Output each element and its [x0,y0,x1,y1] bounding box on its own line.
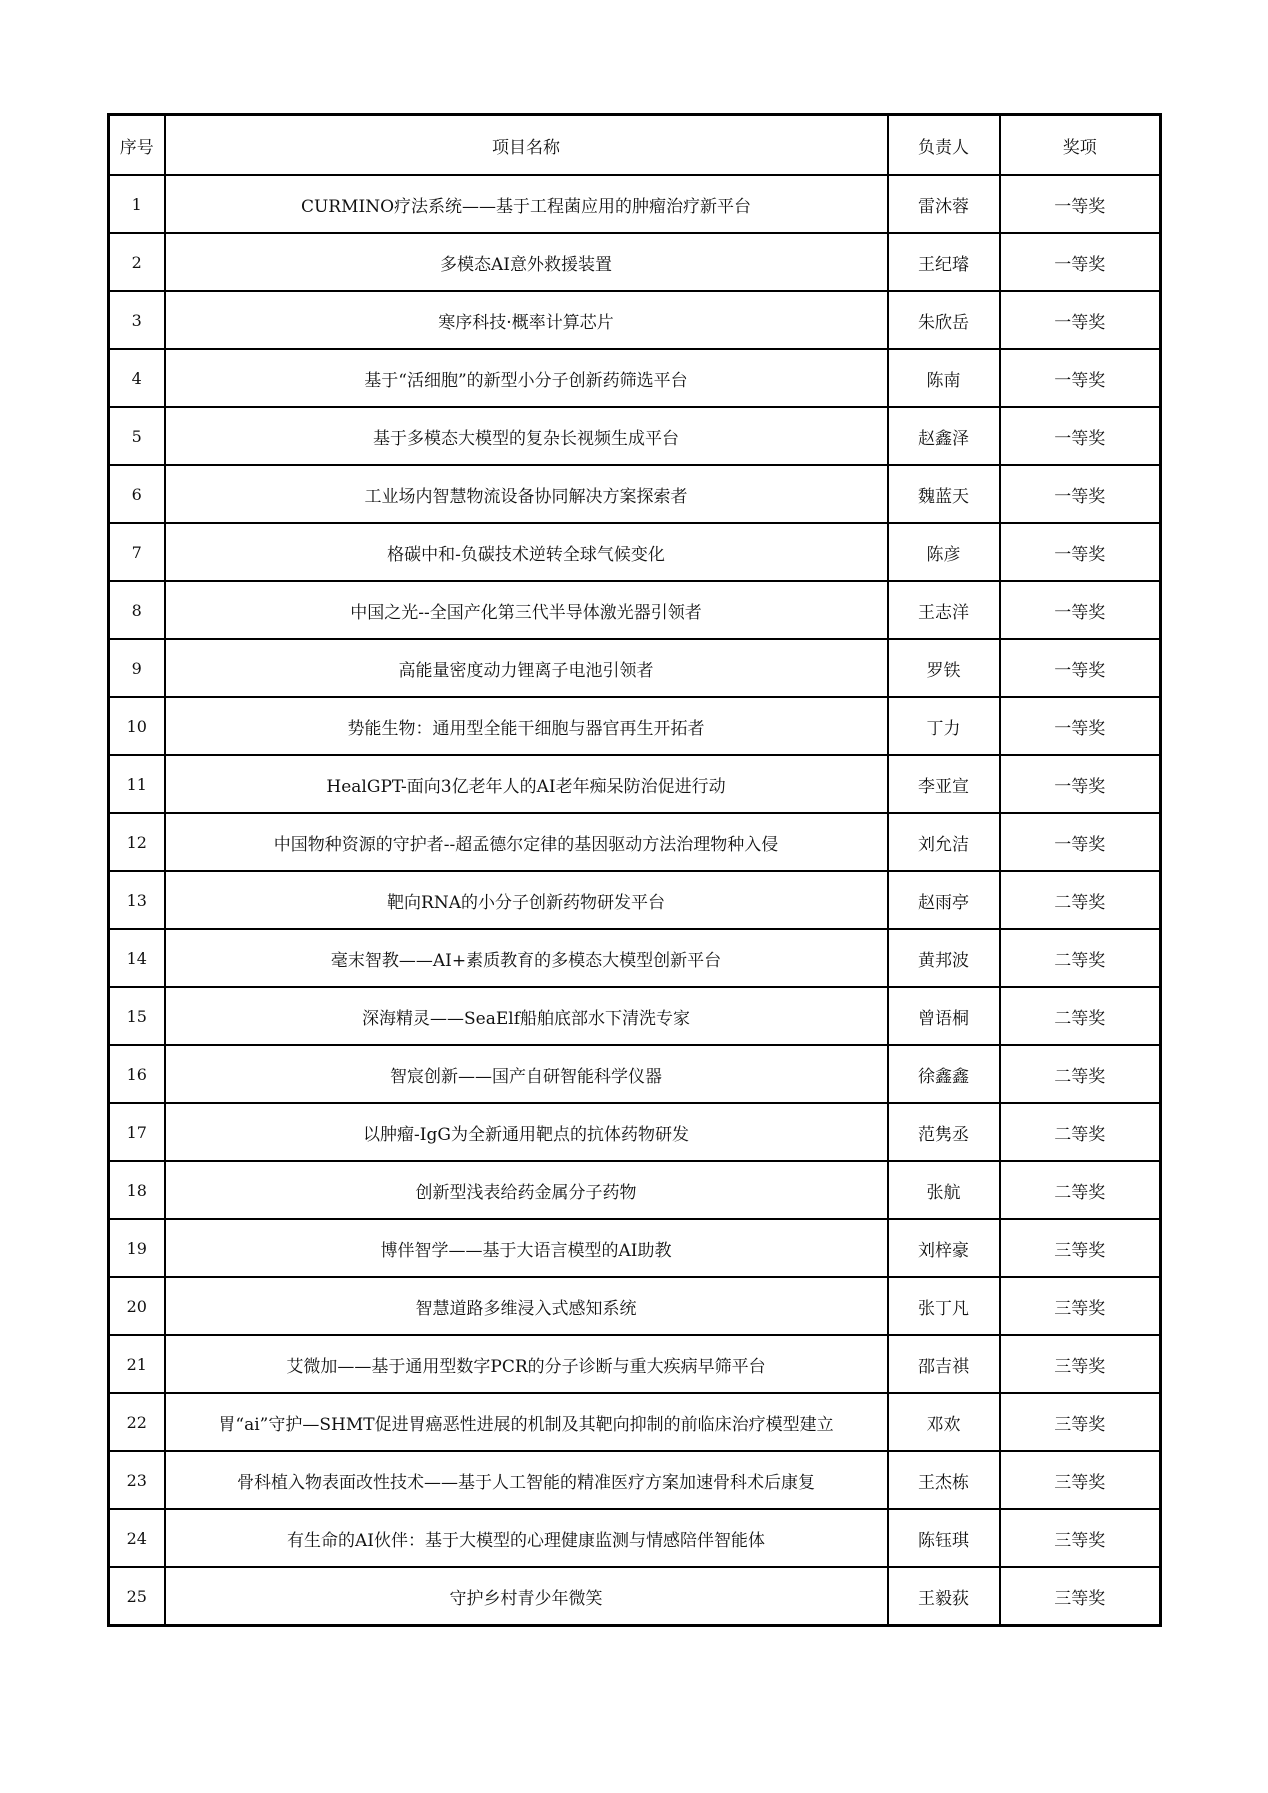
row-number: 10 [109,697,165,755]
project-leader: 刘梓豪 [888,1219,1000,1277]
table-row [109,1509,1161,1567]
project-name: 骨科植入物表面改性技术——基于人工智能的精准医疗方案加速骨科术后康复 [165,1451,888,1509]
header-leader: 负责人 [888,115,1000,176]
award-level: 一等奖 [1000,233,1161,291]
row-number: 21 [109,1335,165,1393]
project-name: 高能量密度动力锂离子电池引领者 [165,639,888,697]
row-number: 2 [109,233,165,291]
award-level: 二等奖 [1000,871,1161,929]
table-row [109,1161,1161,1219]
project-leader: 朱欣岳 [888,291,1000,349]
row-number: 14 [109,929,165,987]
row-number: 8 [109,581,165,639]
project-name: 艾微加——基于通用型数字PCR的分子诊断与重大疾病早筛平台 [165,1335,888,1393]
project-leader: 刘允洁 [888,813,1000,871]
award-level: 三等奖 [1000,1451,1161,1509]
project-leader: 丁力 [888,697,1000,755]
project-name: CURMINO疗法系统——基于工程菌应用的肿瘤治疗新平台 [165,175,888,233]
project-leader: 王志洋 [888,581,1000,639]
table-row [109,1393,1161,1451]
table-row [109,1335,1161,1393]
table-row [109,523,1161,581]
table-row [109,465,1161,523]
award-level: 一等奖 [1000,697,1161,755]
award-level: 一等奖 [1000,581,1161,639]
project-leader: 邵吉祺 [888,1335,1000,1393]
table-header [109,115,1161,176]
project-leader: 王纪璿 [888,233,1000,291]
award-level: 一等奖 [1000,755,1161,813]
project-name: 智慧道路多维浸入式感知系统 [165,1277,888,1335]
project-leader: 魏蓝天 [888,465,1000,523]
project-leader: 张丁凡 [888,1277,1000,1335]
award-level: 二等奖 [1000,1103,1161,1161]
table-row [109,813,1161,871]
table-row [109,1277,1161,1335]
project-leader: 王毅荻 [888,1567,1000,1626]
row-number: 18 [109,1161,165,1219]
project-leader: 范隽丞 [888,1103,1000,1161]
table-row [109,175,1161,233]
row-number: 15 [109,987,165,1045]
row-number: 23 [109,1451,165,1509]
project-name: 毫末智教——AI+素质教育的多模态大模型创新平台 [165,929,888,987]
project-leader: 李亚宣 [888,755,1000,813]
row-number: 6 [109,465,165,523]
project-name: 创新型浅表给药金属分子药物 [165,1161,888,1219]
project-name: 中国之光--全国产化第三代半导体激光器引领者 [165,581,888,639]
award-level: 一等奖 [1000,523,1161,581]
row-number: 25 [109,1567,165,1626]
project-name: 靶向RNA的小分子创新药物研发平台 [165,871,888,929]
award-level: 二等奖 [1000,987,1161,1045]
header-award: 奖项 [1000,115,1161,176]
project-name: 守护乡村青少年微笑 [165,1567,888,1626]
project-name: 智宸创新——国产自研智能科学仪器 [165,1045,888,1103]
award-level: 三等奖 [1000,1335,1161,1393]
table-row [109,1451,1161,1509]
project-name: HealGPT-面向3亿老年人的AI老年痴呆防治促进行动 [165,755,888,813]
project-leader: 陈南 [888,349,1000,407]
project-leader: 赵鑫泽 [888,407,1000,465]
project-leader: 张航 [888,1161,1000,1219]
award-level: 三等奖 [1000,1567,1161,1626]
row-number: 22 [109,1393,165,1451]
award-level: 二等奖 [1000,1161,1161,1219]
table-row [109,1045,1161,1103]
row-number: 24 [109,1509,165,1567]
project-name: 以肿瘤-IgG为全新通用靶点的抗体药物研发 [165,1103,888,1161]
row-number: 1 [109,175,165,233]
table-row [109,1567,1161,1626]
project-name: 有生命的AI伙伴：基于大模型的心理健康监测与情感陪伴智能体 [165,1509,888,1567]
award-level: 二等奖 [1000,1045,1161,1103]
table-row [109,291,1161,349]
table-row [109,581,1161,639]
award-level: 二等奖 [1000,929,1161,987]
table-row [109,929,1161,987]
table-row [109,871,1161,929]
award-level: 一等奖 [1000,465,1161,523]
row-number: 19 [109,1219,165,1277]
header-row [109,115,1161,176]
table-row [109,1103,1161,1161]
row-number: 12 [109,813,165,871]
award-level: 三等奖 [1000,1219,1161,1277]
project-leader: 邓欢 [888,1393,1000,1451]
project-leader: 雷沐蓉 [888,175,1000,233]
project-leader: 黄邦波 [888,929,1000,987]
project-name: 工业场内智慧物流设备协同解决方案探索者 [165,465,888,523]
award-level: 一等奖 [1000,175,1161,233]
row-number: 5 [109,407,165,465]
award-level: 三等奖 [1000,1277,1161,1335]
project-name: 胃“ai”守护—SHMT促进胃癌恶性进展的机制及其靶向抑制的前临床治疗模型建立 [165,1393,888,1451]
row-number: 17 [109,1103,165,1161]
project-name: 势能生物：通用型全能干细胞与器官再生开拓者 [165,697,888,755]
project-name: 寒序科技·概率计算芯片 [165,291,888,349]
project-name: 基于多模态大模型的复杂长视频生成平台 [165,407,888,465]
row-number: 9 [109,639,165,697]
table-row [109,407,1161,465]
award-level: 一等奖 [1000,813,1161,871]
project-name: 格碳中和-负碳技术逆转全球气候变化 [165,523,888,581]
project-leader: 陈彦 [888,523,1000,581]
award-level: 三等奖 [1000,1393,1161,1451]
table-row [109,987,1161,1045]
project-name: 基于“活细胞”的新型小分子创新药筛选平台 [165,349,888,407]
project-name: 深海精灵——SeaElf船舶底部水下清洗专家 [165,987,888,1045]
table-row [109,755,1161,813]
project-leader: 王杰栋 [888,1451,1000,1509]
project-name: 中国物种资源的守护者--超孟德尔定律的基因驱动方法治理物种入侵 [165,813,888,871]
project-name: 多模态AI意外救援装置 [165,233,888,291]
project-leader: 罗铁 [888,639,1000,697]
row-number: 20 [109,1277,165,1335]
table-body [109,175,1161,1626]
table-row [109,349,1161,407]
table-row [109,697,1161,755]
project-leader: 赵雨亭 [888,871,1000,929]
project-leader: 徐鑫鑫 [888,1045,1000,1103]
table-row [109,639,1161,697]
row-number: 7 [109,523,165,581]
table-row [109,233,1161,291]
project-leader: 曾语桐 [888,987,1000,1045]
award-level: 一等奖 [1000,291,1161,349]
award-level: 一等奖 [1000,407,1161,465]
row-number: 16 [109,1045,165,1103]
header-project-name: 项目名称 [165,115,888,176]
row-number: 3 [109,291,165,349]
award-level: 三等奖 [1000,1509,1161,1567]
row-number: 11 [109,755,165,813]
row-number: 4 [109,349,165,407]
row-number: 13 [109,871,165,929]
award-level: 一等奖 [1000,349,1161,407]
award-level: 一等奖 [1000,639,1161,697]
table-row [109,1219,1161,1277]
awards-table [107,113,1162,1627]
header-number: 序号 [109,115,165,176]
project-leader: 陈钰琪 [888,1509,1000,1567]
project-name: 博伴智学——基于大语言模型的AI助教 [165,1219,888,1277]
